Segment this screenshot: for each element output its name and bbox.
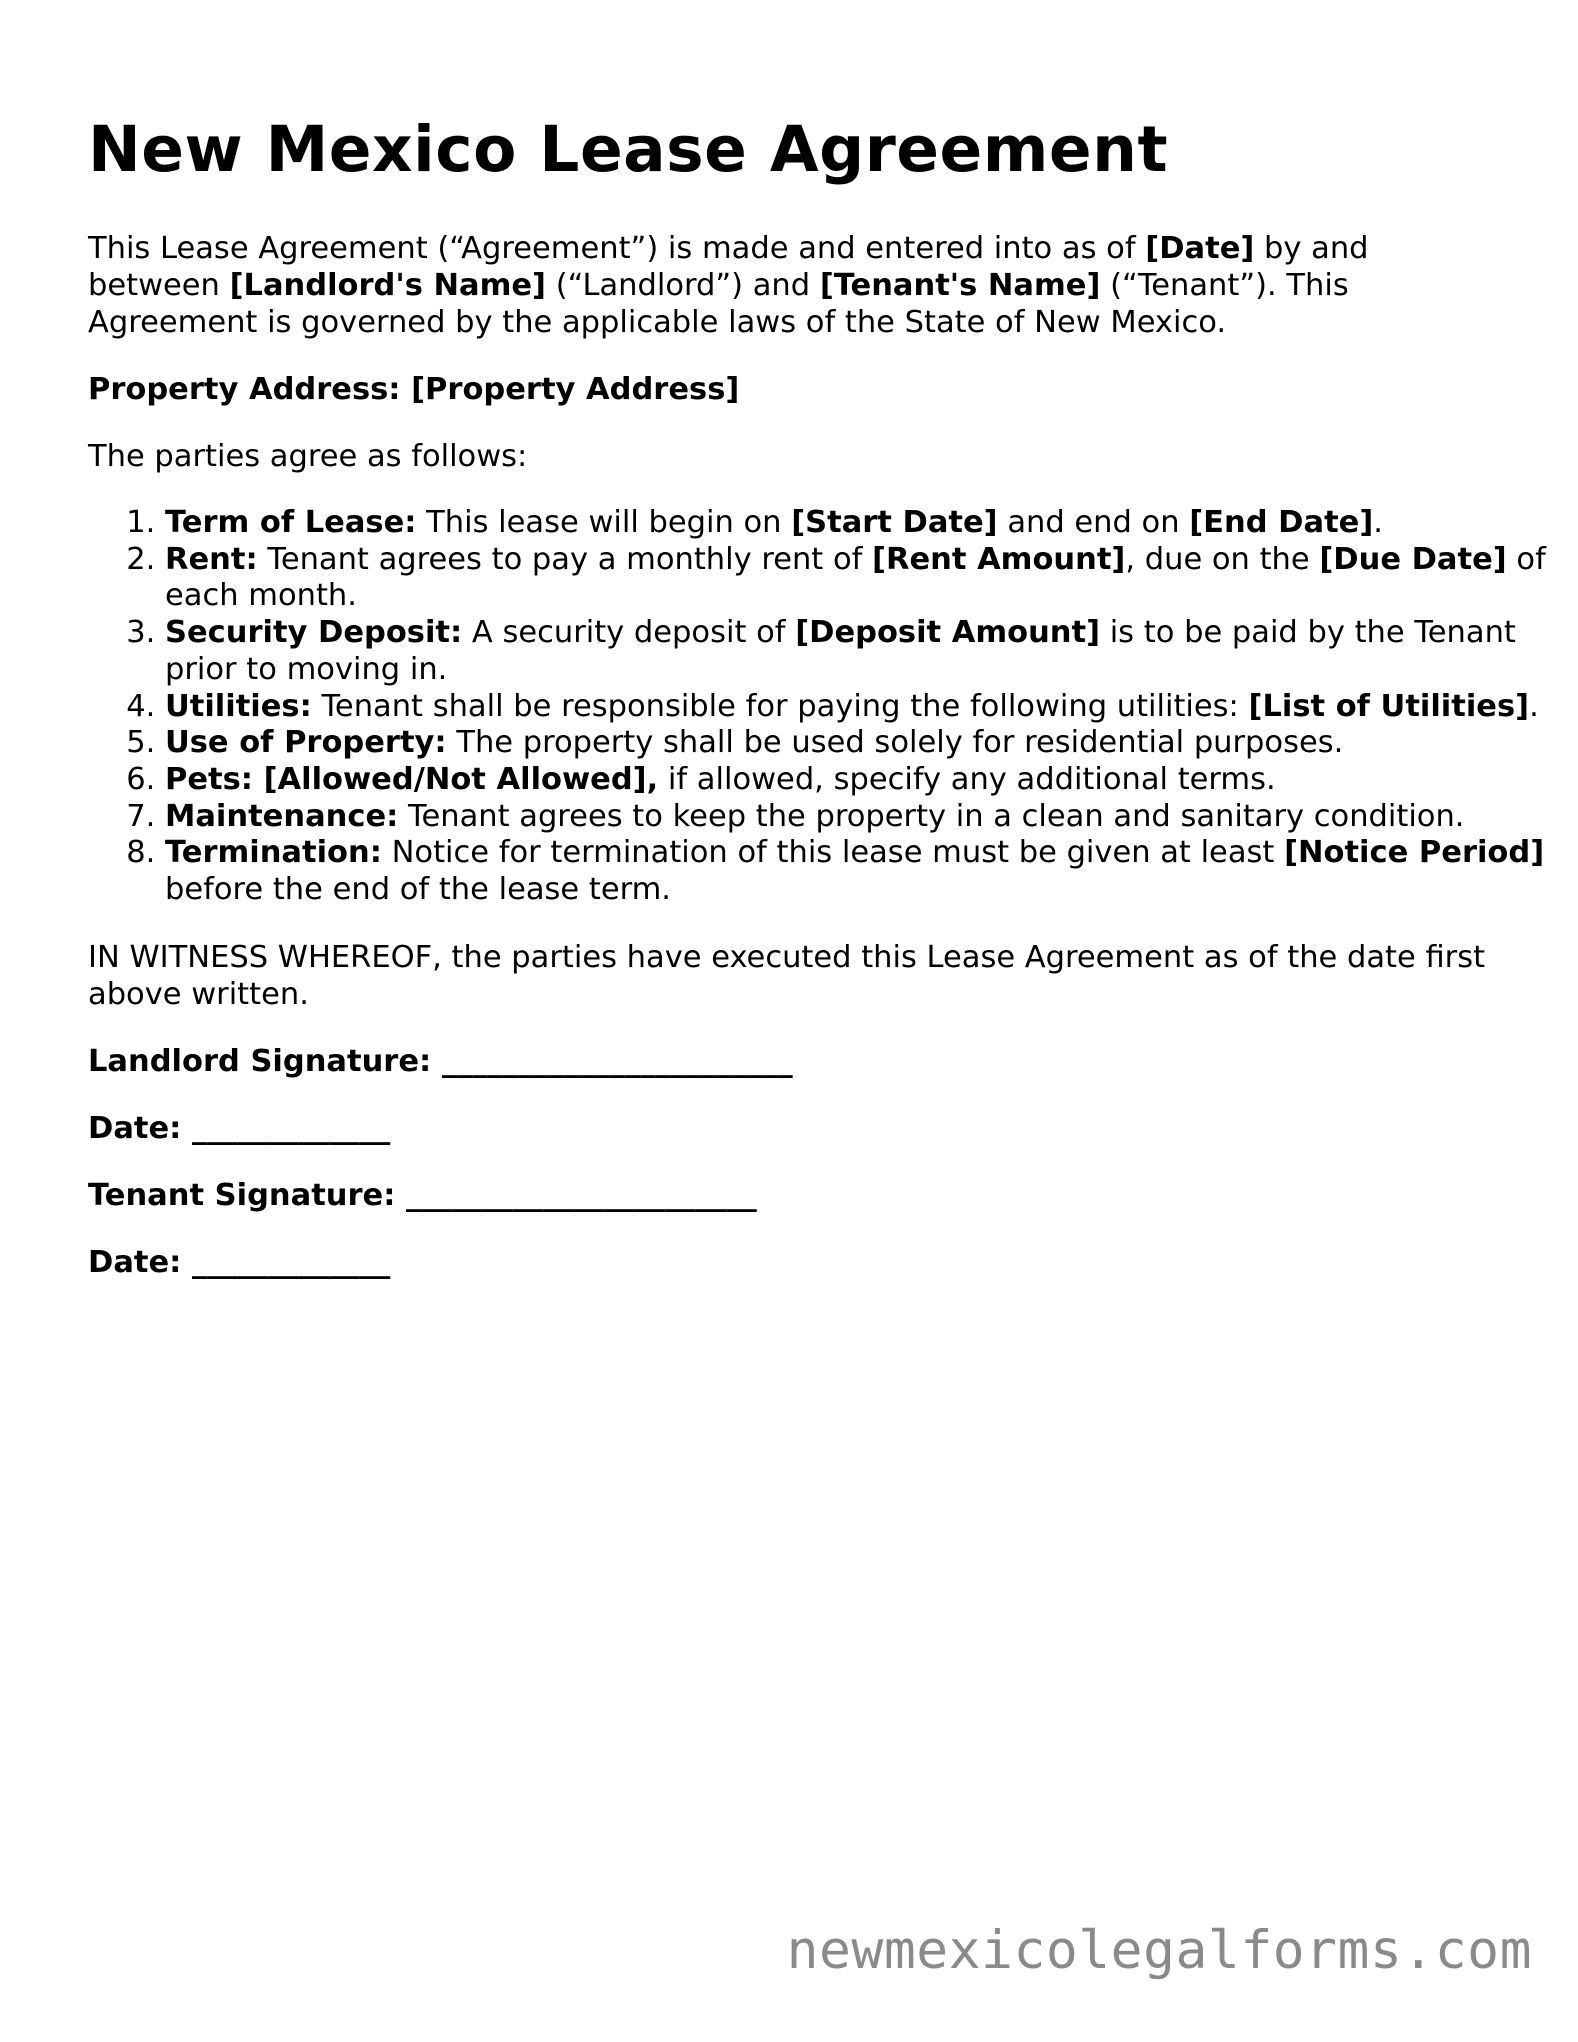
date-placeholder: [Date]: [1145, 231, 1255, 266]
term-text: This lease will begin on: [416, 505, 792, 540]
intro-text-3: (“Landlord”) and: [546, 268, 820, 303]
witness-statement: IN WITNESS WHEREOF, the parties have executed this Lease Agreement as of the date first above written.: [88, 939, 1486, 1012]
landlord-signature-field[interactable]: _______________________: [441, 1043, 793, 1079]
term-item-use-of-property: [165, 725, 1575, 762]
term-label: Utilities:: [165, 688, 312, 724]
tenant-signature-field[interactable]: _______________________: [406, 1177, 757, 1213]
term-label: Pets: [Allowed/Not Allowed],: [165, 761, 659, 797]
term-text: Tenant agrees to pay a monthly rent of: [257, 541, 873, 577]
term-text: if allowed, specify any additional terms.: [658, 761, 1276, 797]
term-label: Use of Property:: [165, 725, 447, 761]
intro-text-4: (“Tenant”). This Agreement is governed by the applicable laws of the State of New Mexico.: [88, 268, 1349, 340]
term-text: Notice for termination of this lease must be given at least: [381, 835, 1285, 871]
term-text: and end on: [997, 505, 1190, 540]
term-text: .: [1373, 505, 1383, 540]
notice-period-placeholder: [Notice Period]: [1284, 835, 1545, 871]
landlord-date-line: [88, 1110, 1488, 1147]
term-item-rent: [165, 542, 1575, 615]
page-title: New Mexico Lease Agreement: [88, 113, 1169, 186]
end-date-placeholder: [End Date]: [1189, 505, 1374, 540]
tenant-name-placeholder: [Tenant's Name]: [819, 268, 1101, 303]
property-address-line: [88, 371, 1488, 408]
due-date-placeholder: [Due Date]: [1319, 541, 1507, 577]
term-text: Tenant shall be responsible for paying the following utilities:: [311, 688, 1249, 724]
term-label: Security Deposit:: [165, 615, 463, 651]
tenant-date-label: Date:: [88, 1244, 192, 1280]
term-label: Termination:: [165, 835, 382, 871]
term-text: Tenant agrees to keep the property in a clean and sanitary condition.: [398, 798, 1465, 834]
term-label: Rent:: [165, 541, 258, 577]
intro-text-2: by and between: [88, 231, 1369, 303]
term-item-term-of-lease: [165, 505, 1575, 542]
rent-amount-placeholder: [Rent Amount]: [872, 541, 1126, 577]
tenant-signature-label: Tenant Signature:: [88, 1177, 407, 1213]
agree-statement: The parties agree as follows:: [88, 439, 528, 474]
landlord-date-field[interactable]: _____________: [191, 1110, 391, 1146]
tenant-signature-line: [88, 1177, 1488, 1214]
term-text: .: [1529, 688, 1539, 724]
landlord-signature-line: [88, 1043, 1488, 1080]
term-text: of each month.: [165, 541, 1546, 614]
terms-list: [88, 505, 1575, 909]
intro-text-1: This Lease Agreement (“Agreement”) is made and entered into as of: [88, 231, 1146, 266]
footer-website-watermark: newmexicolegalforms.com: [786, 1920, 1532, 1981]
utilities-list-placeholder: [List of Utilities]: [1248, 688, 1530, 724]
start-date-placeholder: [Start Date]: [791, 505, 998, 540]
deposit-amount-placeholder: [Deposit Amount]: [795, 615, 1101, 651]
tenant-date-field[interactable]: _____________: [191, 1244, 391, 1280]
term-label: Term of Lease:: [165, 505, 417, 540]
property-address-placeholder: [Property Address]: [411, 372, 740, 407]
tenant-date-line: [88, 1244, 1488, 1281]
term-text: is to be paid by the Tenant prior to moving in.: [165, 615, 1516, 687]
intro-paragraph: [88, 230, 1488, 341]
landlord-signature-label: Landlord Signature:: [88, 1043, 442, 1079]
term-item-security-deposit: [165, 615, 1575, 688]
term-label: Maintenance:: [165, 798, 399, 834]
term-text: The property shall be used solely for residential purposes.: [446, 725, 1344, 761]
property-address-label: Property Address:: [88, 372, 412, 407]
term-item-maintenance: [165, 799, 1575, 836]
term-text: A security deposit of: [462, 615, 796, 651]
landlord-name-placeholder: [Landlord's Name]: [229, 268, 547, 303]
term-text: , due on the: [1125, 541, 1320, 577]
term-text: before the end of the lease term.: [165, 872, 672, 908]
term-item-pets: [165, 762, 1575, 799]
landlord-date-label: Date:: [88, 1110, 192, 1146]
term-item-utilities: [165, 689, 1575, 726]
document-page: [88, 108, 1546, 1281]
term-item-termination: [165, 835, 1575, 908]
